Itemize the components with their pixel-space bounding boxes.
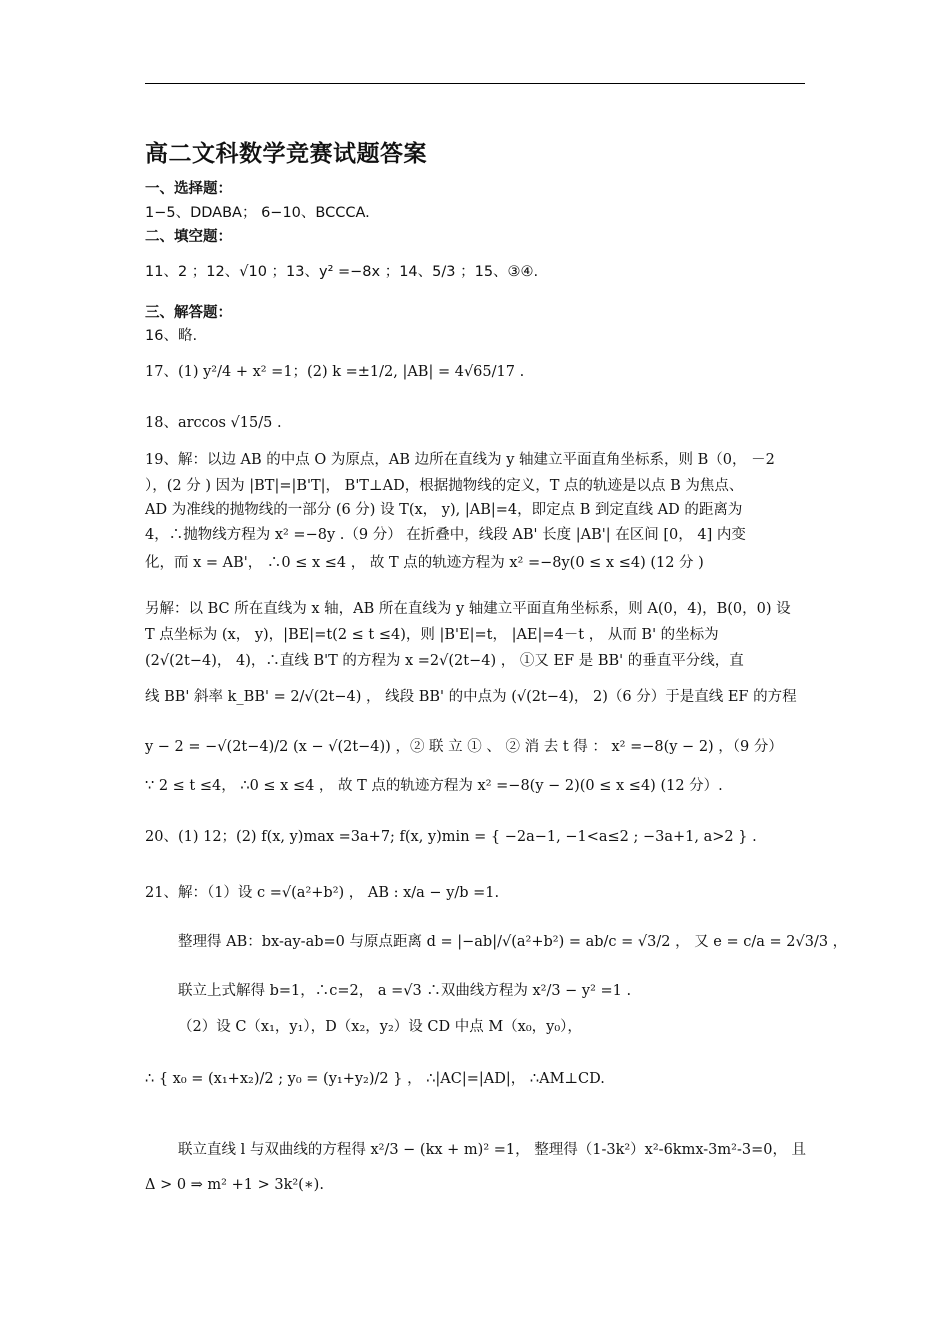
top-rule [145, 83, 805, 84]
section-fill-heading: 二、填空题： [145, 229, 232, 245]
q21-line-4: （2）设 C（x₁，y₁），D（x₂，y₂）设 CD 中点 M（x₀，y₀）， [178, 1019, 582, 1035]
section-choice-heading: 一、选择题： [145, 181, 232, 197]
q19-line-2: ），(2 分 ) 因为 |BT|=|B'T|， B'T⊥AD，根据抛物线的定义，T 点的轨迹是以点 B 为焦点、 [145, 478, 744, 494]
q21-line-5: ∴ { x₀ = (x₁+x₂)/2 ; y₀ = (y₁+y₂)/2 } ， ∴|AC|=|AD|， ∴AM⊥CD. [145, 1071, 605, 1087]
q18-answer: 18、arccos √15/5 . [145, 415, 282, 431]
q21-line-3: 联立上式解得 b=1，∴c=2， a =√3 ∴双曲线方程为 x²/3 − y² =1 . [178, 983, 632, 999]
choice-answers: 1−5、DDABA； 6−10、BCCCA. [145, 205, 370, 221]
q21-line-6: 联立直线 l 与双曲线的方程得 x²/3 − (kx + m)² =1， 整理得（1-3k²）x²-6kmx-3m²-3=0， 且 [178, 1142, 807, 1158]
fill-answers: 11、2 ；12、√10 ；13、y² =−8x ；14、5/3 ；15、③④. [145, 264, 539, 280]
section-solve-heading: 三、解答题： [145, 305, 232, 321]
alt-solution-line-4: 线 BB' 斜率 k_BB' = 2/√(2t−4) ， 线段 BB' 的中点为 (√(2t−4)， 2)（6 分）于是直线 EF 的方程 [145, 689, 797, 705]
q19-line-4: 4，∴抛物线方程为 x² =−8y .（9 分） 在折叠中，线段 AB' 长度 |AB'| 在区间 [0， 4] 内变 [145, 527, 746, 543]
alt-solution-line-2: T 点坐标为 (x， y)，|BE|=t(2 ≤ t ≤4)，则 |B'E|=t， |AE|=4－t ， 从而 B' 的坐标为 [145, 627, 719, 643]
q19-line-5: 化，而 x = AB'， ∴0 ≤ x ≤4 ， 故 T 点的轨迹方程为 x² =−8y(0 ≤ x ≤4) (12 分 ) [145, 555, 704, 571]
q21-line-1: 21、解：（1）设 c =√(a²+b²) ， AB : x/a − y/b =1. [145, 885, 500, 901]
page-title: 高二文科数学竞赛试题答案 [145, 141, 427, 167]
q19-line-1: 19、解：以边 AB 的中点 O 为原点，AB 边所在直线为 y 轴建立平面直角坐标系，则 B（0， －2 [145, 452, 775, 468]
alt-solution-line-3: (2√(2t−4)， 4)，∴直线 B'T 的方程为 x =2√(2t−4) ， ①又 EF 是 BB' 的垂直平分线，直 [145, 653, 744, 669]
q16-answer: 16、略. [145, 328, 198, 344]
q20-answer: 20、(1) 12；(2) f(x, y)max =3a+7; f(x, y)min = { −2a−1, −1<a≤2 ; −3a+1, a>2 } . [145, 829, 757, 845]
alt-solution-line-6: ∵ 2 ≤ t ≤4， ∴0 ≤ x ≤4 ， 故 T 点的轨迹方程为 x² =−8(y − 2)(0 ≤ x ≤4) (12 分）. [145, 778, 723, 794]
q21-line-7: Δ > 0 ⇒ m² +1 > 3k²(∗). [145, 1177, 324, 1193]
alt-solution-line-1: 另解：以 BC 所在直线为 x 轴，AB 所在直线为 y 轴建立平面直角坐标系，则 A(0，4)，B(0，0) 设 [145, 601, 791, 617]
q19-line-3: AD 为准线的抛物线的一部分 (6 分) 设 T(x， y), |AB|=4，即定点 B 到定直线 AD 的距离为 [145, 502, 743, 518]
q17-answer: 17、(1) y²/4 + x² =1；(2) k =±1/2, |AB| = 4√65/17 . [145, 364, 525, 380]
q21-line-2: 整理得 AB：bx-ay-ab=0 与原点距离 d = |−ab|/√(a²+b²) = ab/c = √3/2 ， 又 e = c/a = 2√3/3 ， [178, 934, 848, 950]
alt-solution-line-5: y − 2 = −√(2t−4)/2 (x − √(2t−4)) ，② 联 立 ① 、 ② 消 去 t 得 ： x² =−8(y − 2) ，（9 分） [145, 739, 783, 755]
